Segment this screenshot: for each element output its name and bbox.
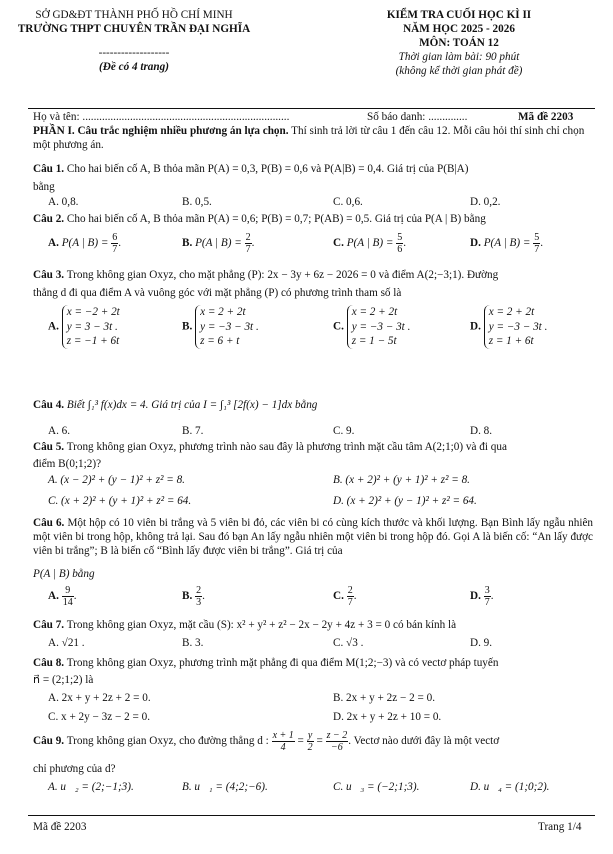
q9-frac-z (326, 730, 349, 753)
q5-text: Trong không gian Oxyz, phương trình nào sau đây là phương trình mặt cầu tâm A(2;1;0) và đi qua (66, 441, 507, 453)
q6-a-num: 9 (62, 585, 74, 597)
pages-note: (Đề có 4 trang) (99, 61, 169, 73)
q2-b-letter: B. (182, 237, 193, 250)
q3-option-a[interactable] (48, 305, 120, 349)
q2-label: Câu 2. (33, 213, 65, 225)
q4-option-d[interactable]: D. 8. (470, 425, 493, 437)
q2-b-den: 7 (245, 244, 251, 255)
q6-d-num: 3 (484, 585, 490, 596)
q6-c-den: 7 (347, 597, 353, 608)
q4-option-c[interactable]: C. 9. (333, 425, 355, 437)
q3-c-line-3: z = 1 − 5t (351, 335, 397, 348)
q2-c-letter: C. (333, 237, 344, 250)
q1-option-b[interactable]: B. 0,5. (182, 196, 212, 208)
q6-d-fraction (484, 585, 491, 608)
q5-option-c[interactable]: C. (x + 2)² + (y + 1)² + z² = 64. (48, 495, 192, 507)
q6-option-c[interactable]: C. $\frac{2}{7}$ . (333, 585, 357, 608)
q3-option-d[interactable] (470, 305, 547, 349)
q9-text-pre: Trong không gian Oxyz, cho đường thẳng d : (66, 735, 269, 748)
q7-option-c[interactable]: C. √3 . (333, 637, 364, 649)
q3-a-line-3: z = −1 + 6t (66, 335, 120, 348)
q8-option-d[interactable]: D. 2x + y + 2z + 10 = 0. (333, 711, 442, 723)
q7-option-b[interactable]: B. 3. (182, 637, 204, 649)
q2-d-den: 7 (534, 244, 540, 255)
q3-a-system (62, 305, 120, 349)
school-name: TRƯỜNG THPT CHUYÊN TRẦN ĐẠI NGHĨA (17, 23, 251, 35)
question-5 (33, 440, 593, 454)
question-7 (33, 618, 593, 632)
exam-code: Mã đề 2203 (518, 111, 574, 123)
q6-c-letter: C. (333, 590, 344, 603)
q2-c-fraction (396, 232, 403, 255)
subject: MÔN: TOÁN 12 (419, 37, 499, 49)
q3-a-line-1: x = −2 + 2t (66, 306, 120, 318)
q9-text-post: . Vectơ nào dưới đây là một vectơ (348, 735, 500, 748)
q3-c-system (347, 305, 411, 349)
q5-option-d[interactable]: D. (x + 2)² + (y − 1)² + z² = 64. (333, 495, 477, 507)
q2-a-letter: A. (48, 237, 59, 250)
section-heading (33, 124, 593, 152)
q6-b-letter: B. (182, 590, 193, 603)
q3-b-system (195, 305, 259, 349)
q3-c-line-2: y = −3 − 3t . (351, 320, 411, 333)
q3-d-line-1: x = 2 + 2t (488, 306, 535, 318)
q9-frac-y-num: y (307, 730, 313, 741)
q8-text: Trong không gian Oxyz, phương trình mặt phẳng đi qua điểm M(1;2;−3) và có vectơ pháp tuyến (66, 657, 499, 669)
q6-b-fraction (195, 585, 202, 608)
q3-a-line-2: y = 3 − 3t . (66, 320, 118, 333)
q8-option-c[interactable]: C. x + 2y − 3z − 2 = 0. (48, 711, 150, 723)
section-description: Thí sinh trả lời từ câu 1 đến câu 12. Mỗi câu hỏi thí sinh chỉ chọn một phương án. (33, 125, 585, 151)
q8-option-a[interactable]: A. 2x + y + 2z + 2 = 0. (48, 692, 151, 704)
q3-text-2: thẳng d đi qua điểm A và vuông góc với mặt phẳng (P) có phương trình tham số là (33, 287, 402, 299)
q9-frac-y (307, 730, 314, 753)
q6-a-letter: A. (48, 590, 59, 603)
q2-d-lhs: P(A | B) = (483, 237, 531, 250)
q6-d-letter: D. (470, 590, 481, 603)
q6-label: Câu 6. (33, 517, 65, 529)
footer-exam-code: Mã đề 2203 (33, 821, 87, 833)
q3-d-line-2: y = −3 − 3t . (488, 320, 548, 333)
q6-option-b[interactable]: B. $\frac{2}{3}$ . (182, 585, 205, 608)
q6-option-d[interactable]: D. $\frac{3}{7}$ . (470, 585, 494, 608)
exam-title: KIỂM TRA CUỐI HỌC KÌ II (386, 9, 532, 21)
q3-b-line-3: z = 6 + t (200, 335, 240, 348)
q8-option-b[interactable]: B. 2x + y + 2z − 2 = 0. (333, 692, 435, 704)
question-1 (33, 162, 593, 176)
q3-b-line-1: x = 2 + 2t (200, 306, 246, 318)
q9-frac-x (272, 730, 295, 753)
q2-d-letter: D. (470, 237, 481, 250)
q2-d-fraction (533, 232, 540, 255)
q2-d-num: 5 (534, 232, 540, 243)
q3-d-line-3: z = 1 + 6t (488, 335, 534, 348)
question-9: Câu 9. Trong không gian Oxyz, cho đường thẳng d : $\frac{x + 1}{4}$ = $\frac{y}{2}$ = $\frac{z - 2}{-6}$ . Vectơ nào dưới đây là một vectơ (33, 730, 500, 753)
q2-a-den: 7 (112, 244, 118, 255)
q2-text: Cho hai biến cố A, B thỏa mãn P(A) = 0,6; P(B) = 0,7; P(AB) = 0,5. Giá trị của P(A | B) bằng (66, 213, 486, 225)
q1-option-d[interactable]: D. 0,2. (470, 196, 501, 208)
q1-option-c[interactable]: C. 0,6. (333, 196, 363, 208)
q6-text: Một hộp có 10 viên bi trắng và 5 viên bi đỏ, các viên bi có cùng kích thước và khối lượng. Bạn Bình lấy ngẫu nhiên một viên bi trong hộp, không trả lại. Sau đó bạn An lấy ngẫu nhiên một viên bi trong hộp đó. Gọi A là biến cố: “An lấy được viên bi trắng”; B là biến cố “Bình lấy được viên bi trắng”. Giá trị của (33, 517, 594, 557)
q6-a-den: 14 (62, 597, 73, 608)
q3-label: Câu 3. (33, 269, 65, 281)
q2-option-d[interactable]: D. P(A | B) = $\frac{5}{7}$ . (470, 232, 544, 255)
q2-option-a[interactable]: A. P(A | B) = $\frac{6}{7}$ . (48, 232, 122, 255)
q2-c-lhs: P(A | B) = (346, 237, 394, 250)
q7-text: Trong không gian Oxyz, mặt cầu (S): x² + y² + z² − 2x − 2y + 4z + 3 = 0 có bán kính là (66, 619, 457, 631)
q3-d-system (484, 305, 548, 349)
q6-tail: P(A | B) bằng (33, 568, 95, 580)
sbd-field: Số báo danh: .............. (367, 111, 468, 123)
q5-label: Câu 5. (33, 441, 65, 453)
question-3 (33, 268, 593, 282)
exam-time-note: (không kể thời gian phát đề) (395, 65, 523, 77)
school-year: NĂM HỌC 2025 - 2026 (403, 23, 515, 35)
q2-a-num: 6 (112, 232, 118, 243)
q7-option-a[interactable]: A. √21 . (48, 637, 85, 649)
q3-b-line-2: y = −3 − 3t . (200, 320, 259, 333)
q6-c-fraction (347, 585, 354, 608)
q4-text: Biết ∫₁³ f(x)dx = 4. Giá trị của I = ∫₁³ [2f(x) − 1]dx bằng (66, 399, 318, 411)
q6-d-den: 7 (484, 597, 490, 608)
q9-option-d[interactable]: D. u⃗₄ = (1;0;2). (470, 781, 550, 793)
q2-option-c[interactable]: C. P(A | B) = $\frac{5}{6}$ . (333, 232, 407, 255)
q3-d-letter: D. (470, 320, 481, 333)
q9-frac-x-den: 4 (280, 742, 286, 753)
name-field: Họ và tên: .......................................................................... (33, 111, 290, 123)
q3-b-letter: B. (182, 320, 193, 333)
q3-c-letter: C. (333, 320, 344, 333)
section-title: PHẦN I. Câu trắc nghiệm nhiều phương án lựa chọn. (33, 125, 289, 137)
q5-option-a[interactable]: A. (x − 2)² + (y − 1)² + z² = 8. (48, 474, 185, 486)
question-8 (33, 656, 593, 670)
question-2 (33, 212, 593, 226)
exam-time: Thời gian làm bài: 90 phút (398, 51, 520, 63)
q7-label: Câu 7. (33, 619, 65, 631)
q2-a-lhs: P(A | B) = (61, 237, 109, 250)
q7-option-d[interactable]: D. 9. (470, 637, 493, 649)
q9-label: Câu 9. (33, 735, 65, 748)
header-divider (28, 108, 595, 109)
q9-option-a[interactable]: A. u⃗₂ = (2;−1;3). (48, 781, 134, 793)
q9-option-b[interactable]: B. u⃗₁ = (4;2;−6). (182, 781, 268, 793)
q1-text: Cho hai biến cố A, B thỏa mãn P(A) = 0,3, P(B) = 0,6 và P(A|B) = 0,4. Giá trị của P(B|A) (66, 163, 469, 175)
q6-c-num: 2 (347, 585, 353, 596)
q4-option-a[interactable]: A. 6. (48, 425, 71, 437)
q9-option-c[interactable]: C. u⃗₃ = (−2;1;3). (333, 781, 420, 793)
q2-a-fraction (111, 232, 118, 255)
q9-text-2: chỉ phương của d? (33, 763, 116, 775)
q1-tail: bằng (33, 181, 55, 193)
q5-option-b[interactable]: B. (x + 2)² + (y + 1)² + z² = 8. (333, 474, 470, 486)
footer-page-number: Trang 1/4 (538, 821, 582, 833)
q6-b-den: 3 (196, 597, 202, 608)
header-left (14, 8, 254, 74)
q3-option-c[interactable] (333, 305, 410, 349)
q2-b-num: 2 (245, 232, 251, 243)
q6-b-num: 2 (196, 585, 202, 596)
department-name: SỞ GD&ĐT THÀNH PHỐ HỒ CHÍ MINH (35, 9, 233, 21)
q9-frac-z-den: −6 (331, 742, 343, 753)
q8-text-2: n⃗ = (2;1;2) là (33, 674, 94, 686)
question-6 (33, 516, 593, 558)
q3-c-line-1: x = 2 + 2t (351, 306, 398, 318)
q1-label: Câu 1. (33, 163, 65, 175)
q2-c-num: 5 (397, 232, 403, 243)
q9-frac-y-den: 2 (307, 742, 313, 753)
q1-option-a[interactable]: A. 0,8. (48, 196, 79, 208)
q4-label: Câu 4. (33, 399, 65, 411)
header-right (318, 8, 600, 78)
q9-frac-x-num: x + 1 (272, 730, 294, 741)
q2-b-fraction (245, 232, 252, 255)
footer-divider (28, 815, 595, 816)
q6-a-fraction (62, 585, 74, 608)
q8-label: Câu 8. (33, 657, 65, 669)
q2-b-lhs: P(A | B) = (195, 237, 242, 250)
q2-option-b[interactable]: B. P(A | B) = $\frac{2}{7}$ . (182, 232, 255, 255)
question-4 (33, 398, 593, 412)
q4-option-b[interactable]: B. 7. (182, 425, 204, 437)
q3-option-b[interactable] (182, 305, 259, 349)
q5-text-2: điểm B(0;1;2)? (33, 458, 102, 470)
header-dashes: ------------------- (98, 47, 170, 59)
q9-frac-z-num: z − 2 (326, 730, 348, 741)
q3-text: Trong không gian Oxyz, cho mặt phẳng (P): 2x − 3y + 6z − 2026 = 0 và điểm A(2;−3;1). Đường (66, 269, 499, 281)
q6-option-a[interactable]: A. $\frac{9}{14}$ . (48, 585, 77, 608)
q2-c-den: 6 (397, 244, 403, 255)
q3-a-letter: A. (48, 320, 59, 333)
